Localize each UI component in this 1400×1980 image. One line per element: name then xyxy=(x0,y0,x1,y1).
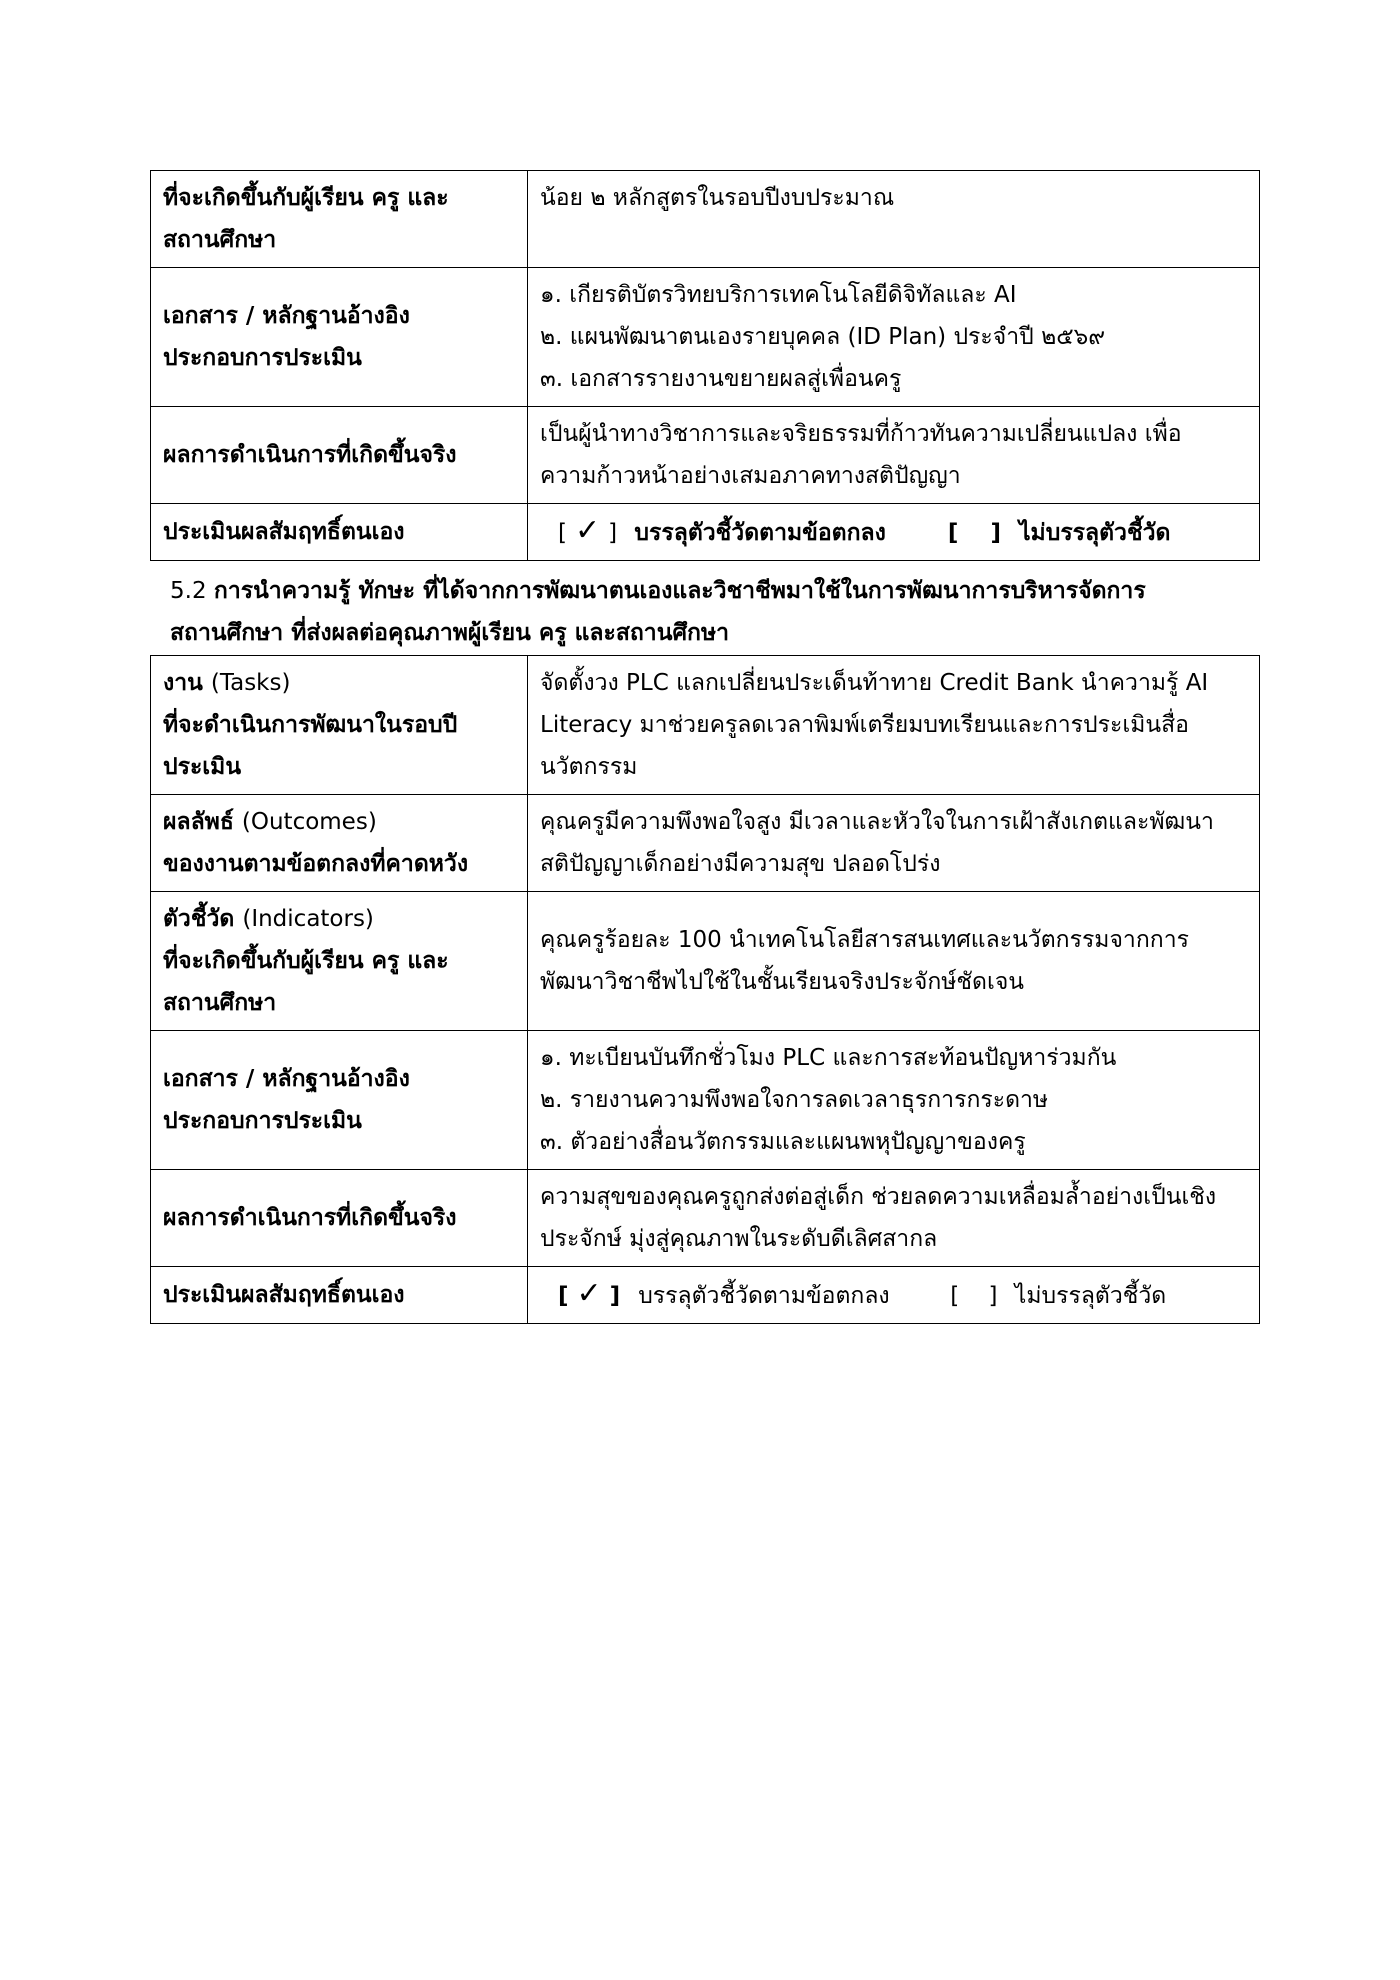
row-value xyxy=(528,268,1260,407)
value-line: จัดตั้งวง PLC แลกเปลี่ยนประเด็นท้าทาย Credit Bank นำความรู้ AI xyxy=(540,670,1209,696)
value-line: ๑. เกียรติบัตรวิทยบริการเทคโนโลยีดิจิทัลและ AI xyxy=(540,282,1017,308)
row-value xyxy=(528,171,1260,268)
table-row xyxy=(151,171,1260,268)
label-line: ของงานตามข้อตกลงที่คาดหวัง xyxy=(163,851,469,877)
value-line: ๒. แผนพัฒนาตนเองรายบุคคล (ID Plan) ประจำปี ๒๕๖๙ xyxy=(540,324,1106,350)
row-label xyxy=(151,504,528,561)
label-bold: ตัวชี้วัด xyxy=(163,906,235,932)
table-row xyxy=(151,407,1260,504)
option-met-label: บรรลุตัวชี้วัดตามข้อตกลง xyxy=(634,520,886,546)
label-line: ประกอบการประเมิน xyxy=(163,1108,362,1134)
value-line: Literacy มาช่วยครูลดเวลาพิมพ์เตรียมบทเรียนและการประเมินสื่อ xyxy=(540,712,1189,738)
checkbox-met[interactable] xyxy=(558,1276,628,1311)
label-line: ผลการดำเนินการที่เกิดขึ้นจริง xyxy=(163,1205,457,1231)
bracket-open: [ xyxy=(558,1283,569,1309)
row-label xyxy=(151,1267,528,1324)
label-line: ที่จะดำเนินการพัฒนาในรอบปี xyxy=(163,712,458,738)
bracket-close: ] xyxy=(608,520,618,546)
table-row-results xyxy=(151,1170,1260,1267)
value-line: ๓. ตัวอย่างสื่อนวัตกรรมและแผนพหุปัญญาของครู xyxy=(540,1129,1026,1155)
row-label xyxy=(151,171,528,268)
assessment-row xyxy=(151,504,1260,561)
value-line: พัฒนาวิชาชีพไปใช้ในชั้นเรียนจริงประจักษ์ชัดเจน xyxy=(540,969,1025,995)
option-not-met-label: ไม่บรรลุตัวชี้วัด xyxy=(1018,520,1171,546)
assessment-options xyxy=(528,1267,1260,1324)
label-bold: ผลลัพธ์ xyxy=(163,809,234,835)
table-row-outcomes xyxy=(151,795,1260,892)
label-english: (Outcomes) xyxy=(241,809,377,835)
row-value xyxy=(528,892,1260,1031)
row-label xyxy=(151,795,528,892)
label-line: ที่จะเกิดขึ้นกับผู้เรียน ครู และ xyxy=(163,185,449,211)
option-not-met-label: ไม่บรรลุตัวชี้วัด xyxy=(1014,1283,1167,1309)
label-line: ประเมิน xyxy=(163,754,242,780)
label-line: ประเมินผลสัมฤทธิ์ตนเอง xyxy=(163,1282,405,1308)
row-value xyxy=(528,1031,1260,1170)
section-heading xyxy=(170,570,1260,654)
label-line: ประกอบการประเมิน xyxy=(163,345,362,371)
label-line: เอกสาร / หลักฐานอ้างอิง xyxy=(163,303,410,329)
label-bold: งาน xyxy=(163,670,203,696)
row-value xyxy=(528,656,1260,795)
value-line: เป็นผู้นำทางวิชาการและจริยธรรมที่ก้าวทันความเปลี่ยนแปลง เพื่อ xyxy=(540,421,1182,447)
table-row-tasks xyxy=(151,656,1260,795)
row-label xyxy=(151,268,528,407)
value-line: คุณครูมีความพึงพอใจสูง มีเวลาและหัวใจในการเฝ้าสังเกตและพัฒนา xyxy=(540,809,1214,835)
option-met-label: บรรลุตัวชี้วัดตามข้อตกลง xyxy=(638,1283,890,1309)
row-label xyxy=(151,1031,528,1170)
checkbox-not-met[interactable]: [ ] xyxy=(947,520,1001,546)
value-line: คุณครูร้อยละ 100 นำเทคโนโลยีสารสนเทศและนวัตกรรมจากการ xyxy=(540,927,1189,953)
agreement-table-continued xyxy=(150,170,1260,561)
row-label xyxy=(151,892,528,1031)
checkbox-met[interactable] xyxy=(558,513,624,548)
table-row-indicators xyxy=(151,892,1260,1031)
assessment-choice-group xyxy=(540,1273,1247,1317)
row-label xyxy=(151,407,528,504)
value-line: ๓. เอกสารรายงานขยายผลสู่เพื่อนครู xyxy=(540,366,902,392)
value-line: ความสุขของคุณครูถูกส่งต่อสู่เด็ก ช่วยลดความเหลื่อมล้ำอย่างเป็นเชิง xyxy=(540,1184,1217,1210)
check-mark-icon: ✓ xyxy=(576,1276,602,1311)
section-number: 5.2 xyxy=(170,578,207,604)
label-line: สถานศึกษา xyxy=(163,990,277,1016)
assessment-options xyxy=(528,504,1260,561)
value-line: ประจักษ์ มุ่งสู่คุณภาพในระดับดีเลิศสากล xyxy=(540,1226,938,1252)
row-value xyxy=(528,1170,1260,1267)
label-line: ที่จะเกิดขึ้นกับผู้เรียน ครู และ xyxy=(163,948,449,974)
check-mark-icon: ✓ xyxy=(574,513,601,548)
value-line: ๑. ทะเบียนบันทึกชั่วโมง PLC และการสะท้อนปัญหาร่วมกัน xyxy=(540,1045,1117,1071)
value-line: นวัตกรรม xyxy=(540,754,638,780)
table-row-evidence xyxy=(151,1031,1260,1170)
value-line: น้อย ๒ หลักสูตรในรอบปีงบประมาณ xyxy=(540,185,895,211)
section-title-line: สถานศึกษา ที่ส่งผลต่อคุณภาพผู้เรียน ครู และสถานศึกษา xyxy=(170,620,730,646)
checkbox-not-met[interactable]: [ ] xyxy=(950,1283,998,1309)
label-english: (Indicators) xyxy=(242,906,374,932)
bracket-close: ] xyxy=(609,1283,621,1309)
bracket-open: [ xyxy=(558,520,567,546)
assessment-row xyxy=(151,1267,1260,1324)
assessment-choice-group xyxy=(540,510,1247,554)
value-line: สติปัญญาเด็กอย่างมีความสุข ปลอดโปร่ง xyxy=(540,851,941,877)
row-value xyxy=(528,407,1260,504)
section-title-line: การนำความรู้ ทักษะ ที่ได้จากการพัฒนาตนเองและวิชาชีพมาใช้ในการพัฒนาการบริหารจัดการ xyxy=(213,578,1146,604)
row-label xyxy=(151,1170,528,1267)
value-line: ๒. รายงานความพึงพอใจการลดเวลาธุรการกระดาษ xyxy=(540,1087,1049,1113)
row-value xyxy=(528,795,1260,892)
label-line: สถานศึกษา xyxy=(163,227,277,253)
label-line: เอกสาร / หลักฐานอ้างอิง xyxy=(163,1066,410,1092)
label-english: (Tasks) xyxy=(210,670,291,696)
agreement-table-5-2 xyxy=(150,655,1260,1324)
table-row xyxy=(151,268,1260,407)
row-label xyxy=(151,656,528,795)
label-line: ประเมินผลสัมฤทธิ์ตนเอง xyxy=(163,519,405,545)
label-line: ผลการดำเนินการที่เกิดขึ้นจริง xyxy=(163,442,457,468)
value-line: ความก้าวหน้าอย่างเสมอภาคทางสติปัญญา xyxy=(540,463,961,489)
